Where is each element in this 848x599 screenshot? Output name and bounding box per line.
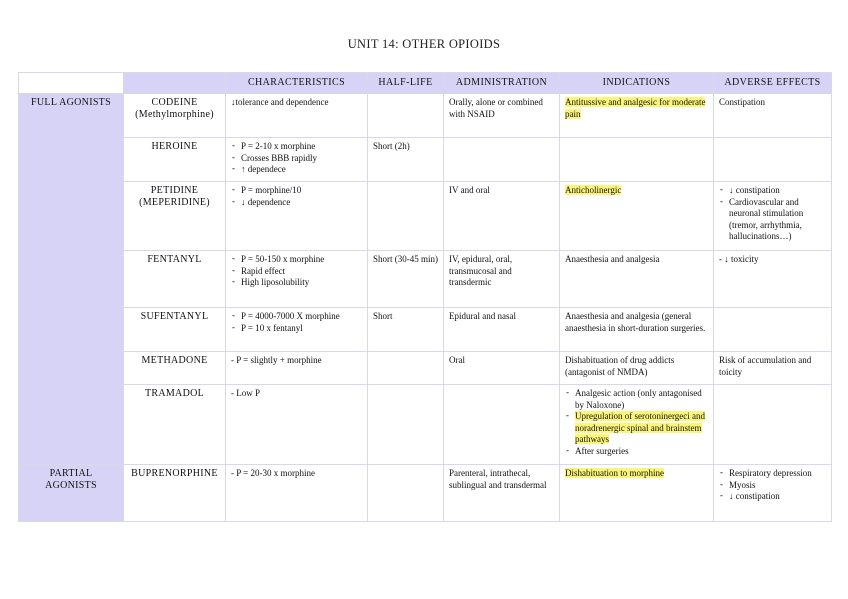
half-life-cell	[368, 182, 444, 251]
header-administration: ADMINISTRATION	[444, 73, 560, 94]
list-item: - P = 50-150 x morphine	[241, 254, 362, 266]
adverse-cell	[714, 465, 832, 522]
list-item: - P = 10 x fentanyl	[241, 323, 362, 335]
administration-cell: Parenteral, intrathecal, sublingual and transdermal	[444, 465, 560, 522]
header-drug	[124, 73, 226, 94]
indications-cell: Anticholinergic	[560, 182, 714, 251]
list-item: - Rapid effect	[241, 266, 362, 278]
list-item: - Crosses BBB rapidly	[241, 153, 362, 165]
adverse-cell: Risk of accumulation and toicity	[714, 352, 832, 385]
drug-name: METHADONE	[124, 352, 226, 385]
indications-cell: Antitussive and analgesic for moderate pain	[560, 94, 714, 138]
administration-cell: Oral	[444, 352, 560, 385]
half-life-cell	[368, 352, 444, 385]
table-row	[19, 465, 832, 522]
adverse-cell: Constipation	[714, 94, 832, 138]
adverse-cell	[714, 308, 832, 352]
list-item: - ↑ dependece	[241, 164, 362, 176]
half-life-cell	[368, 94, 444, 138]
characteristics-cell: - P = slightly + morphine	[226, 352, 368, 385]
header-blank	[19, 73, 124, 94]
administration-cell	[444, 385, 560, 465]
characteristics-cell	[226, 308, 368, 352]
half-life-cell	[368, 385, 444, 465]
indications-cell: Dishabituation to morphine	[560, 465, 714, 522]
adverse-cell	[714, 182, 832, 251]
header-adverse-effects: ADVERSE EFFECTS	[714, 73, 832, 94]
opioids-table	[18, 72, 832, 522]
administration-cell: Epidural and nasal	[444, 308, 560, 352]
adverse-cell	[714, 385, 832, 465]
page-title: UNIT 14: OTHER OPIOIDS	[347, 37, 501, 51]
list-item: - P = 2-10 x morphine	[241, 141, 362, 153]
table-row	[19, 308, 832, 352]
group-partial-agonists: PARTIAL AGONISTS	[19, 465, 124, 522]
characteristics-cell	[226, 251, 368, 308]
administration-cell: IV and oral	[444, 182, 560, 251]
table-row	[19, 182, 832, 251]
characteristics-cell: ↓tolerance and dependence	[226, 94, 368, 138]
indications-cell	[560, 385, 714, 465]
list-item: - High liposolubility	[241, 277, 362, 289]
drug-name: CODEINE (Methylmorphine)	[124, 94, 226, 138]
list-item: - ↓ dependence	[241, 197, 362, 209]
indications-cell: Anaesthesia and analgesia	[560, 251, 714, 308]
table-row	[19, 385, 832, 465]
administration-cell: IV, epidural, oral, transmucosal and transdermic	[444, 251, 560, 308]
list-item: - Upregulation of serotoninergeci and noradrenergic spinal and brainstem pathways	[575, 411, 708, 446]
list-item: - Cardiovascular and neuronal stimulation (tremor, arrhythmia, hallucinations…)	[729, 197, 826, 243]
table-row	[19, 138, 832, 182]
list-item: - After surgeries	[575, 446, 708, 458]
table-row	[19, 251, 832, 308]
drug-name: FENTANYL	[124, 251, 226, 308]
header-indications: INDICATIONS	[560, 73, 714, 94]
half-life-cell: Short	[368, 308, 444, 352]
list-item: - Myosis	[729, 480, 826, 492]
table-row	[19, 352, 832, 385]
list-item: - P = 4000-7000 X morphine	[241, 311, 362, 323]
list-item: - ↓ constipation	[729, 491, 826, 503]
characteristics-cell	[226, 182, 368, 251]
administration-cell	[444, 138, 560, 182]
table-row	[19, 94, 832, 138]
list-item: - Analgesic action (only antagonised by Naloxone)	[575, 388, 708, 411]
list-item: - ↓ constipation	[729, 185, 826, 197]
adverse-cell: - ↓ toxicity	[714, 251, 832, 308]
characteristics-cell: - Low P	[226, 385, 368, 465]
header-row	[19, 73, 832, 94]
header-characteristics: CHARACTERISTICS	[226, 73, 368, 94]
drug-name: SUFENTANYL	[124, 308, 226, 352]
characteristics-cell	[226, 138, 368, 182]
indications-cell: Dishabituation of drug addicts (antagonist of NMDA)	[560, 352, 714, 385]
adverse-cell	[714, 138, 832, 182]
half-life-cell: Short (2h)	[368, 138, 444, 182]
drug-name: BUPRENORPHINE	[124, 465, 226, 522]
administration-cell: Orally, alone or combined with NSAID	[444, 94, 560, 138]
group-full-agonists: FULL AGONISTS	[19, 94, 124, 465]
indications-cell: Anaesthesia and analgesia (general anaesthesia in short-duration surgeries.	[560, 308, 714, 352]
characteristics-cell: - P = 20-30 x morphine	[226, 465, 368, 522]
half-life-cell: Short (30-45 min)	[368, 251, 444, 308]
indications-cell	[560, 138, 714, 182]
drug-name: HEROINE	[124, 138, 226, 182]
header-half-life: HALF-LIFE	[368, 73, 444, 94]
list-item: - P = morphine/10	[241, 185, 362, 197]
half-life-cell	[368, 465, 444, 522]
drug-name: PETIDINE (MEPERIDINE)	[124, 182, 226, 251]
drug-name: TRAMADOL	[124, 385, 226, 465]
list-item: - Respiratory depression	[729, 468, 826, 480]
